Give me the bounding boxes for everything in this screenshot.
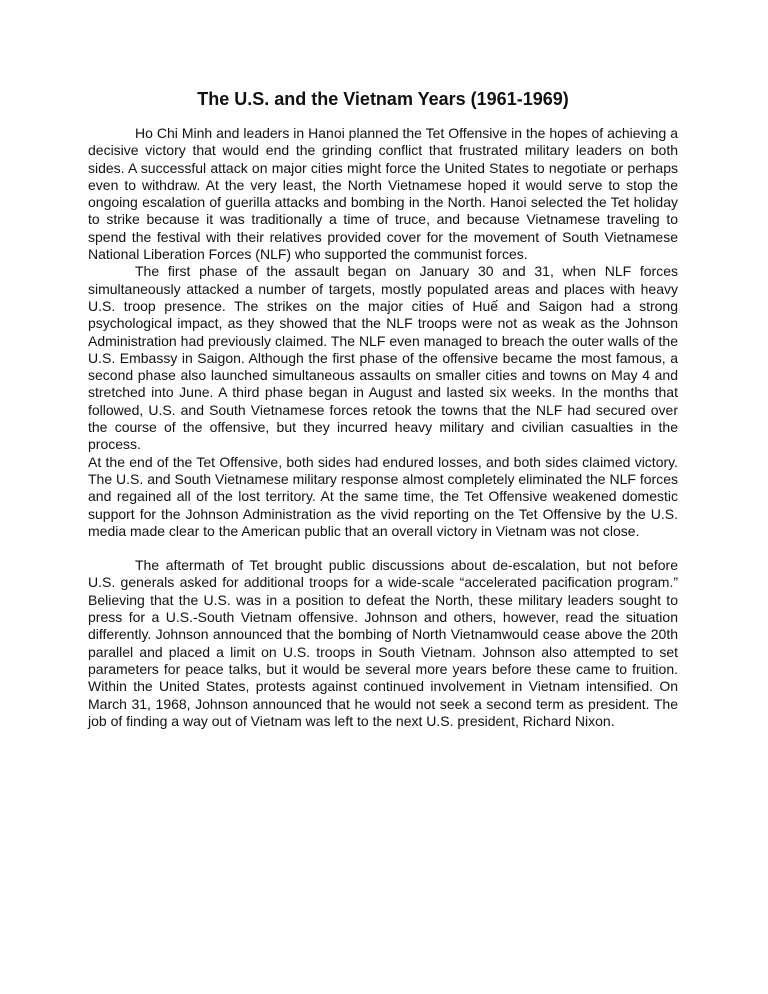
paragraph-4: The aftermath of Tet brought public discussions about de-escalation, but not before U.S. generals asked for additional troops for a wide-scale “accelerated pacification program.” Believing that the U.S. was in a position to defeat the North, these military leaders sought to press for a U.S.-South Vietnam offensive. Johnson and others, however, read the situation differently. Johnson announced that the bombing of North Vietnamwould cease above the 20th parallel and placed a limit on U.S. troops in South Vietnam. Johnson also attempted to set parameters for peace talks, but it would be several more years before these came to fruition. Within the United States, protests against continued involvement in Vietnam intensified. On March 31, 1968, Johnson announced that he would not seek a second term as president. The job of finding a way out of Vietnam was left to the next U.S. president, Richard Nixon. bbox=[88, 557, 678, 729]
paragraph-spacer bbox=[88, 540, 678, 557]
document-title: The U.S. and the Vietnam Years (1961-1969) bbox=[197, 89, 569, 109]
paragraph-2: The first phase of the assault began on January 30 and 31, when NLF forces simultaneously attacked a number of targets, mostly populated areas and places with heavy U.S. troop presence. The strikes on the major cities of Huế and Saigon had a strong psychological impact, as they showed that the NLF troops were not as weak as the Johnson Administration had previously claimed. The NLF even managed to breach the outer walls of the U.S. Embassy in Saigon. Although the first phase of the offensive became the most famous, a second phase also launched simultaneous assaults on smaller cities and towns on May 4 and stretched into June. A third phase began in August and lasted six weeks. In the months that followed, U.S. and South Vietnamese forces retook the towns that the NLF had secured over the course of the offensive, but they incurred heavy military and civilian casualties in the process. bbox=[88, 263, 678, 453]
paragraph-1: Ho Chi Minh and leaders in Hanoi planned the Tet Offensive in the hopes of achieving a decisive victory that would end the grinding conflict that frustrated military leaders on both sides. A successful attack on major cities might force the United States to negotiate or perhaps even to withdraw. At the very least, the North Vietnamese hoped it would serve to stop the ongoing escalation of guerilla attacks and bombing in the North. Hanoi selected the Tet holiday to strike because it was traditionally a time of truce, and because Vietnamese traveling to spend the festival with their relatives provided cover for the movement of South Vietnamese National Liberation Forces (NLF) who supported the communist forces. bbox=[88, 125, 678, 263]
document-page bbox=[88, 88, 678, 730]
paragraph-3: At the end of the Tet Offensive, both sides had endured losses, and both sides claimed victory. The U.S. and South Vietnamese military response almost completely eliminated the NLF forces and regained all of the lost territory. At the same time, the Tet Offensive weakened domestic support for the Johnson Administration as the vivid reporting on the Tet Offensive by the U.S. media made clear to the American public that an overall victory in Vietnam was not close. bbox=[88, 453, 678, 539]
